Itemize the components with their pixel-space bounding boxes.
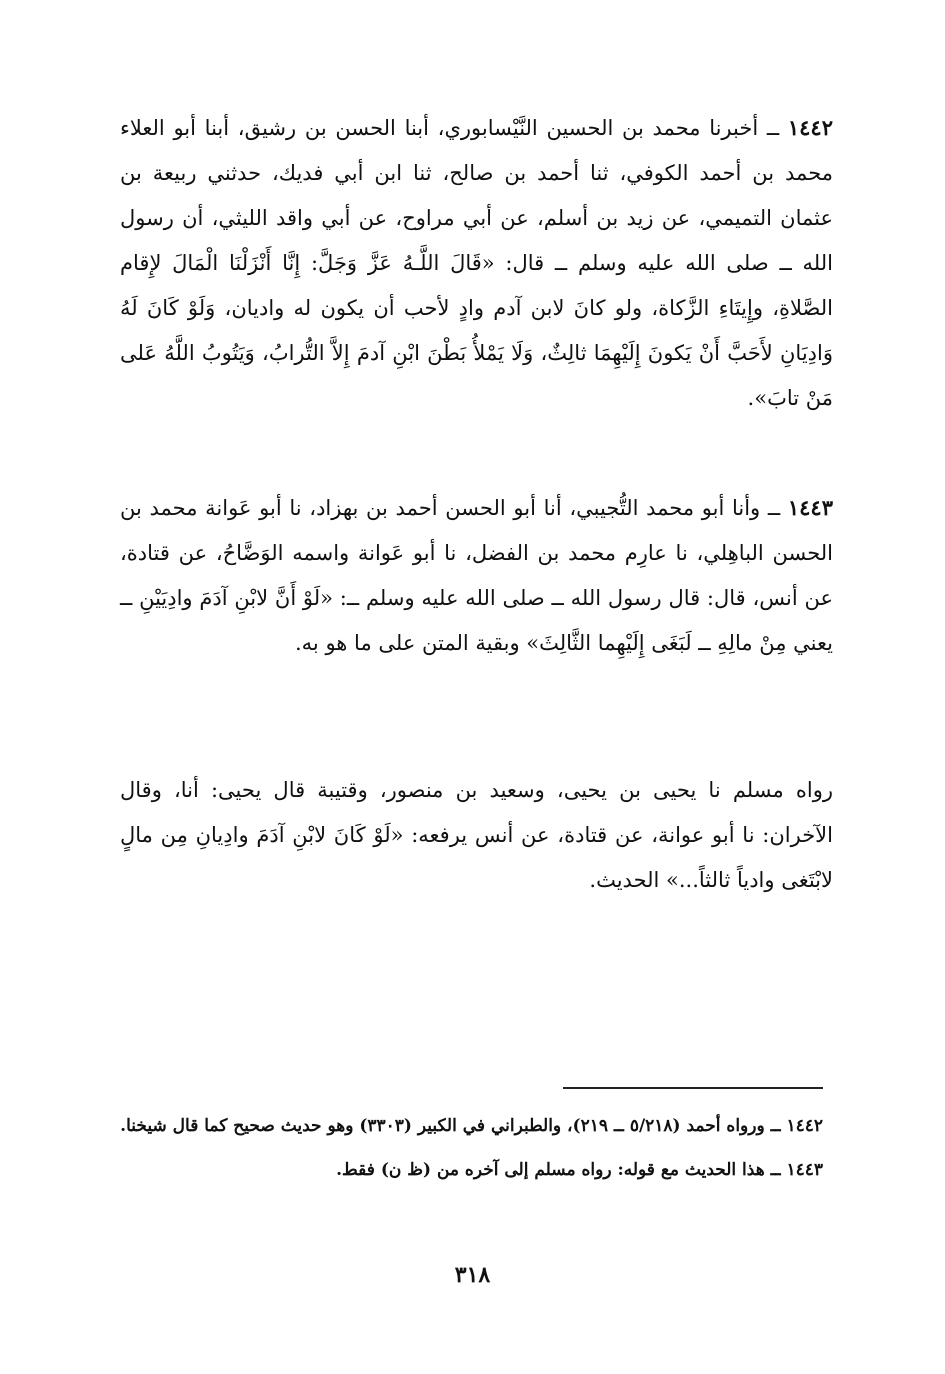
hadith-1443-body — [120, 485, 833, 666]
footnotes-section — [118, 1108, 823, 1196]
hadith-1442-text: ــ أخبرنا محمد بن الحسين النَّيْسابوري، أبنا الحسن بن رشيق، أبنا أبو العلاء محمد بن أحمد الكوفي، ثنا أحمد بن صالح، ثنا ابن أبي فديك، حدثني ربيعة بن عثمان التميمي، عن زيد بن أسلم، عن أبي مراوح، عن أبي واقد الليثي، أن رسول الله ــ صلى الله عليه وسلم ــ قال: «قَالَ اللَّـهُ عَزَّ وَجَلَّ: إِنَّا أَنْزَلْنَا الْمَالَ لإِقام الصَّلاةِ، وإِيتَاءِ الزَّكاة، ولو كانَ لابن آدم وادٍ لأحب أن يكون له واديان، وَلَوْ كَانَ لَهُ وَادِيَانِ لأَحَبَّ أَنْ يَكونَ إِلَيْهِمَا ثالِثٌ، وَلَا يَمْلأُ بَطْنَ ابْنِ آدمَ إِلاَّ التُّرابُ، وَيَتُوبُ اللَّهُ عَلى مَنْ تابَ». — [120, 116, 833, 410]
hadith-1442-body — [120, 105, 833, 421]
hadith-paragraph-1443 — [120, 485, 833, 666]
footnote-divider — [563, 1087, 823, 1089]
hadith-1443-text: ــ وأنا أبو محمد التُّجيبي، أنا أبو الحسن أحمد بن بهزاد، نا أبو عَوانة محمد بن الحسن الباهِلي، نا عارِم محمد بن الفضل، نا أبو عَوانة واسمه الوَضَّاحُ، عن قتادة، عن أنس، قال: قال رسول الله ــ صلى الله عليه وسلم ــ: «لَوْ أَنَّ لابْنِ آدَمَ وادِيَيْنِ ــ يعني مِنْ مالِهِ ــ لَبَغَى إِلَيْهِما الثَّالِثَ» وبقية المتن على ما هو به. — [120, 496, 833, 655]
riwaya-text: رواه مسلم نا يحيى بن يحيى، وسعيد بن منصور، وقتيبة قال يحيى: أنا، وقال الآخران: نا أبو عوانة، عن قتادة، عن أنس يرفعه: «لَوْ كَانَ لابْنِ آدَمَ وادِيانِ مِن مالٍ لابْتَغى وادياً ثالثاً...» الحديث. — [120, 778, 833, 892]
footnote-1442: ١٤٤٢ ــ ورواه أحمد (٥/٢١٨ ــ ٢١٩)، والطبراني في الكبير (٣٣٠٣) وهو حديث صحيح كما قال شيخنا. — [120, 1116, 823, 1136]
riwaya-paragraph — [120, 768, 833, 903]
footnote-1443: ١٤٤٣ ــ هذا الحديث مع قوله: رواه مسلم إلى آخره من (ظ ن) فقط. — [336, 1160, 823, 1180]
hadith-number-1443: ١٤٤٣ — [787, 495, 833, 520]
page-number: ٣١٨ — [454, 1262, 491, 1288]
hadith-paragraph-1442 — [120, 105, 833, 421]
hadith-number-1442: ١٤٤٢ — [787, 115, 833, 140]
